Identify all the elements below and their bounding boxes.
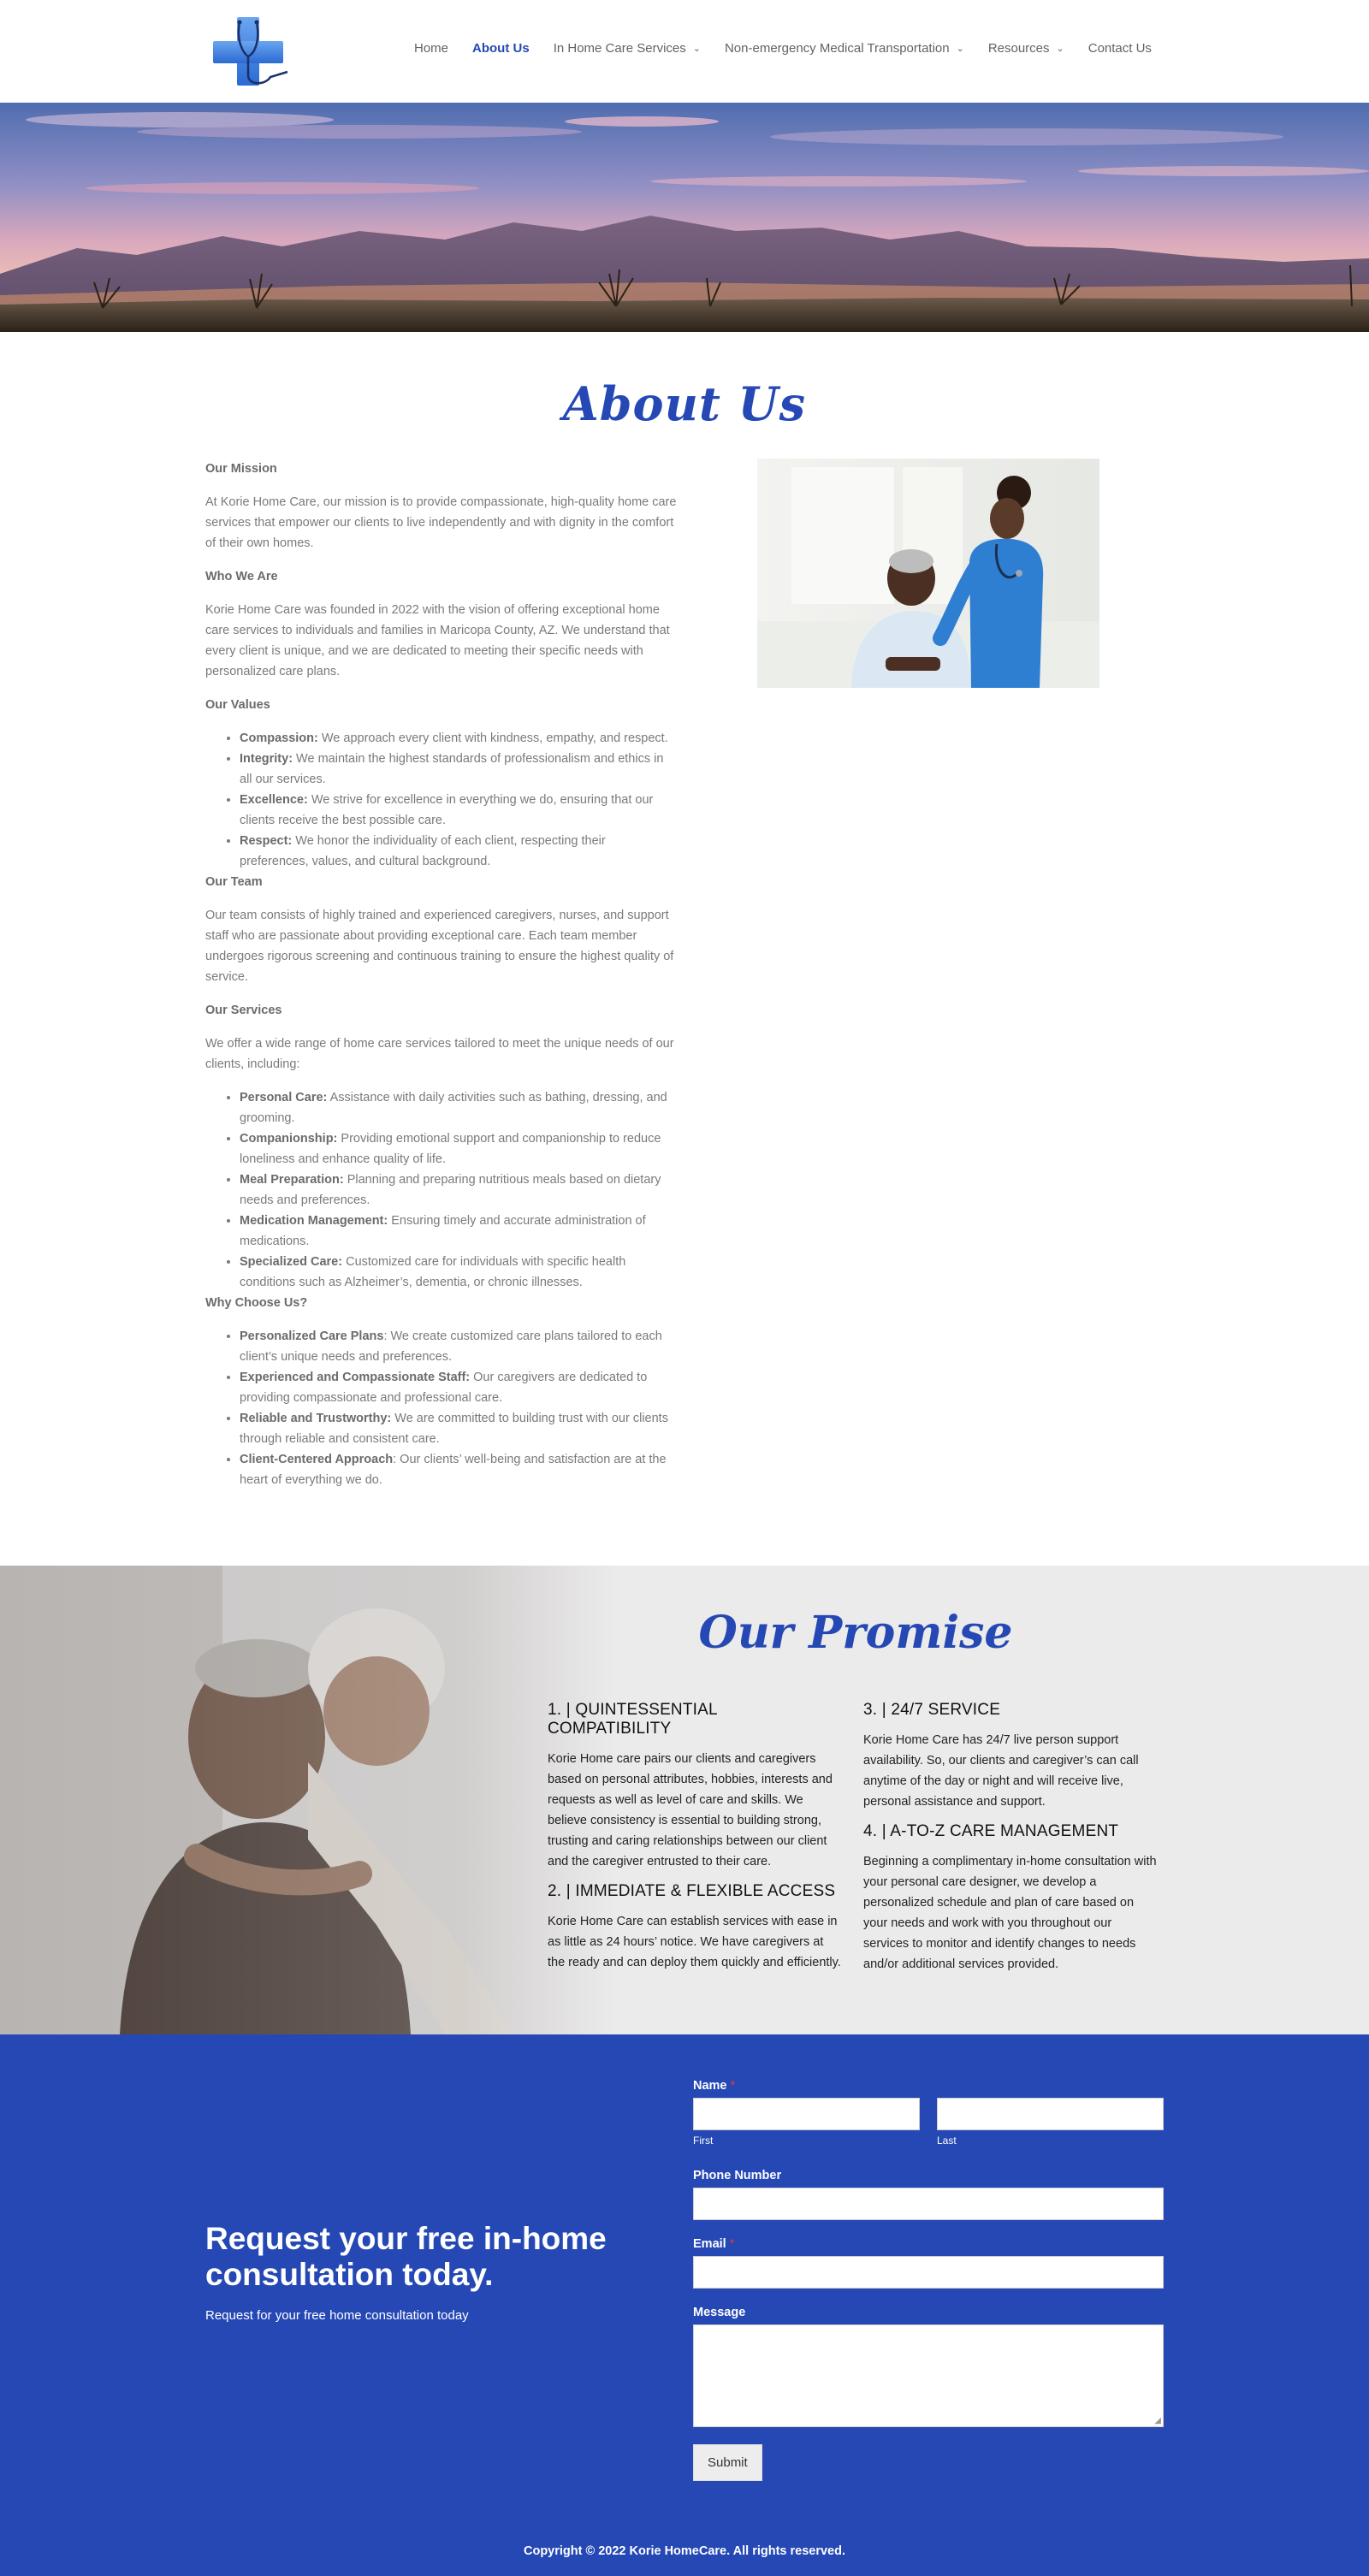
site-header xyxy=(0,0,1369,103)
chevron-down-icon: ⌄ xyxy=(1056,44,1064,54)
why-text: : We create customized care plans tailored to each client’s unique needs and preferences. xyxy=(240,1329,662,1364)
service-text: Ensuring timely and accurate administration of medications. xyxy=(240,1214,646,1248)
chevron-down-icon: ⌄ xyxy=(692,44,701,54)
value-text: We approach every client with kindness, empathy, and respect. xyxy=(317,731,668,745)
promise-heading: 3. | 24/7 SERVICE xyxy=(863,1701,1001,1719)
first-name-group xyxy=(693,2098,920,2147)
list-item xyxy=(240,1408,678,1449)
submit-button[interactable]: Submit xyxy=(693,2444,762,2481)
promise-heading: 4. | A-TO-Z CARE MANAGEMENT xyxy=(863,1822,1119,1840)
resize-handle-icon[interactable]: ◢ xyxy=(1154,2416,1161,2425)
email-input[interactable] xyxy=(693,2256,1164,2289)
value-text: We honor the individuality of each client, respecting their preferences, values, and cultural background. xyxy=(240,834,606,868)
senior-couple-embrace-photo xyxy=(0,1566,616,2034)
required-mark: * xyxy=(730,2079,736,2093)
list-item xyxy=(240,1449,678,1490)
promise-column-right xyxy=(863,1701,1159,1985)
first-name-input[interactable] xyxy=(693,2098,920,2130)
site-logo[interactable] xyxy=(210,15,293,91)
consultation-form xyxy=(693,2079,1164,2481)
our-promise-section xyxy=(0,1566,1369,2034)
why-text: We are committed to building trust with our clients through reliable and consistent care. xyxy=(240,1412,668,1446)
nav-in-home-care-services[interactable] xyxy=(554,41,701,56)
team-heading: Our Team xyxy=(205,875,263,889)
value-term: Excellence: xyxy=(240,793,308,807)
value-text: We strive for excellence in everything we do, ensuring that our clients receive the best possible care. xyxy=(240,793,654,827)
hero-desert-landscape-image xyxy=(0,103,1369,332)
main-nav xyxy=(414,41,1176,56)
list-item xyxy=(240,1252,678,1293)
why-text: Our caregivers are dedicated to providing compassionate and professional care. xyxy=(240,1371,648,1405)
list-item xyxy=(240,790,678,831)
list-item xyxy=(240,1211,678,1252)
value-term: Integrity: xyxy=(240,752,293,766)
last-name-sublabel: Last xyxy=(937,2135,957,2147)
promise-text: Korie Home care pairs our clients and caregivers based on personal attributes, hobbies, interests and requests as well as level of care and skills. We believe consistency is essential to building strong, trusting and caring relationships between our client and the caregiver entrusted to their care. xyxy=(548,1752,833,1868)
why-text: : Our clients’ well-being and satisfaction are at the heart of everything we do. xyxy=(240,1453,667,1487)
service-term: Meal Preparation: xyxy=(240,1173,344,1187)
email-label xyxy=(693,2237,1164,2251)
services-text: We offer a wide range of home care services tailored to meet the unique needs of our clients, including: xyxy=(205,1037,674,1071)
caregiver-with-senior-photo xyxy=(757,459,1099,688)
phone-label: Phone Number xyxy=(693,2169,782,2182)
nav-resources[interactable] xyxy=(988,41,1064,56)
promise-text: Korie Home Care has 24/7 live person support availability. So, our clients and caregiver’s can call anytime of the day or night and will receive live, personal assistance and support. xyxy=(863,1733,1139,1809)
why-choose-us-heading: Why Choose Us? xyxy=(205,1296,308,1310)
service-term: Personal Care: xyxy=(240,1091,328,1104)
nav-label: About Us xyxy=(472,41,530,56)
name-label-text: Name xyxy=(693,2079,727,2093)
nav-label: In Home Care Services xyxy=(553,41,686,56)
mission-heading: Our Mission xyxy=(205,462,277,476)
nav-about-us[interactable] xyxy=(472,41,530,56)
service-text: Planning and preparing nutritious meals based on dietary needs and preferences. xyxy=(240,1173,661,1207)
cta-subtitle: Request for your free home consultation today xyxy=(205,2308,469,2323)
nav-medical-transportation[interactable] xyxy=(725,41,964,56)
services-heading: Our Services xyxy=(205,1004,282,1017)
list-item xyxy=(240,831,678,872)
required-mark: * xyxy=(729,2237,735,2251)
copyright-text: Copyright © 2022 Korie HomeCare. All rights reserved. xyxy=(524,2544,845,2558)
consultation-section xyxy=(0,2034,1369,2576)
services-list xyxy=(205,1087,678,1293)
nav-label: Contact Us xyxy=(1087,41,1152,56)
last-name-group xyxy=(937,2098,1164,2147)
value-term: Compassion: xyxy=(240,731,318,745)
phone-input[interactable] xyxy=(693,2188,1164,2220)
list-item xyxy=(240,749,678,790)
why-list xyxy=(205,1326,678,1490)
chevron-down-icon: ⌄ xyxy=(956,44,964,54)
why-term: Reliable and Trustworthy: xyxy=(240,1412,392,1425)
value-term: Respect: xyxy=(240,834,293,848)
our-promise-title: Our Promise xyxy=(698,1607,1013,1659)
list-item xyxy=(240,1326,678,1367)
service-term: Specialized Care: xyxy=(240,1255,343,1269)
list-item xyxy=(240,1128,678,1170)
about-us-title: About Us xyxy=(562,376,807,431)
nav-label: Non-emergency Medical Transportation xyxy=(724,41,950,56)
why-term: Client-Centered Approach xyxy=(240,1453,394,1466)
values-heading: Our Values xyxy=(205,698,270,712)
cta-title: Request your free in-home consultation today. xyxy=(205,2221,607,2292)
team-text: Our team consists of highly trained and experienced caregivers, nurses, and support staff who are passionate about providing exceptional care. Each team member undergoes rigorous screening and continuous training to ensure the highest quality of service. xyxy=(205,909,674,984)
nav-home[interactable] xyxy=(414,41,448,56)
service-text: Customized care for individuals with specific health conditions such as Alzheimer’s, dementia, or chronic illnesses. xyxy=(240,1255,626,1289)
service-text: Assistance with daily activities such as bathing, dressing, and grooming. xyxy=(240,1091,667,1125)
service-text: Providing emotional support and companionship to reduce loneliness and enhance quality of life. xyxy=(240,1132,661,1166)
promise-heading: 1. | QUINTESSENTIAL COMPATIBILITY xyxy=(548,1701,718,1738)
nav-label: Resources xyxy=(987,41,1050,56)
name-row xyxy=(693,2098,1164,2147)
promise-text: Korie Home Care can establish services with ease in as little as 24 hours’ notice. We have caregivers at the ready and can deploy them quickly and efficiently. xyxy=(548,1915,841,1969)
message-textarea[interactable] xyxy=(693,2324,1164,2427)
first-name-sublabel: First xyxy=(693,2135,714,2147)
value-text: We maintain the highest standards of professionalism and ethics in all our services. xyxy=(240,752,664,786)
why-term: Experienced and Compassionate Staff: xyxy=(240,1371,471,1384)
nav-label: Home xyxy=(414,41,449,56)
list-item xyxy=(240,1087,678,1128)
list-item xyxy=(240,1367,678,1408)
email-label-text: Email xyxy=(693,2237,726,2251)
list-item xyxy=(240,1170,678,1211)
nav-contact-us[interactable] xyxy=(1088,41,1152,56)
message-label: Message xyxy=(693,2306,746,2319)
service-term: Medication Management: xyxy=(240,1214,388,1228)
service-term: Companionship: xyxy=(240,1132,338,1146)
promise-heading: 2. | IMMEDIATE & FLEXIBLE ACCESS xyxy=(548,1882,836,1900)
values-list xyxy=(205,728,678,872)
list-item xyxy=(240,728,678,749)
who-we-are-heading: Who We Are xyxy=(205,570,278,583)
who-we-are-text: Korie Home Care was founded in 2022 with the vision of offering exceptional home care services to individuals and families in Maricopa County, AZ. We understand that every client is unique, and we are dedicated to meeting their specific needs with personalized care plans. xyxy=(205,603,670,678)
about-content xyxy=(205,459,678,1490)
submit-row xyxy=(693,2444,1164,2481)
mission-text: At Korie Home Care, our mission is to provide compassionate, high-quality home care services that empower our clients to live independently and with dignity in the comfort of their own homes. xyxy=(205,495,677,550)
why-term: Personalized Care Plans xyxy=(240,1329,384,1343)
last-name-input[interactable] xyxy=(937,2098,1164,2130)
promise-text: Beginning a complimentary in-home consultation with your personal care designer, we develop a personalized schedule and plan of care based on your needs and work with you throughout our services to monitor and identify changes to needs and/or additional services provided. xyxy=(863,1855,1157,1971)
promise-column-left xyxy=(548,1701,843,1983)
name-label xyxy=(693,2079,1164,2093)
